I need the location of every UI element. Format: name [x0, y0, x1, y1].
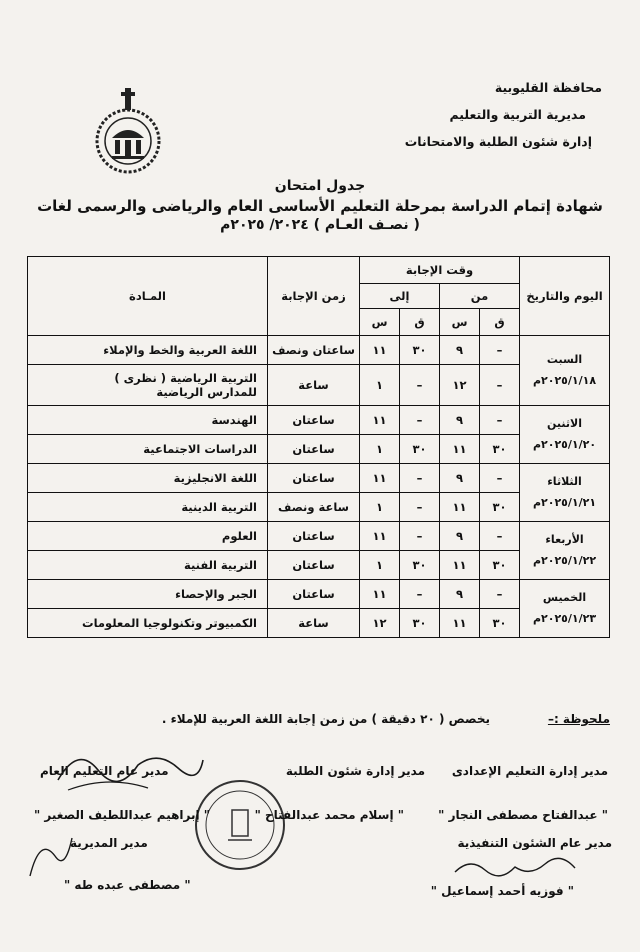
general-education-manager-title: مدير عام التعليم العام [40, 764, 169, 778]
to-hour: ١١ [360, 336, 400, 365]
from-hour: ١١ [440, 435, 480, 464]
day-name: السبت [546, 352, 583, 366]
exam-schedule-table [27, 256, 610, 638]
from-minute: – [480, 336, 520, 365]
to-hour: ١ [360, 365, 400, 406]
document-title [0, 178, 640, 233]
day-date: ٢٠٢٥/١/٢١م [532, 495, 597, 509]
day-cell [520, 580, 610, 638]
to-minute: ٣٠ [400, 435, 440, 464]
handwritten-signature-icon [48, 740, 208, 800]
from-hour: ٩ [440, 406, 480, 435]
to-minute: – [400, 464, 440, 493]
day-name: الخميس [542, 590, 587, 604]
day-date: ٢٠٢٥/١/١٨م [532, 373, 597, 387]
to-hour: ١٢ [360, 609, 400, 638]
to-minute: – [400, 522, 440, 551]
duration: ساعتان ونصف [268, 336, 360, 365]
from-minute: ٣٠ [480, 493, 520, 522]
subject: اللغة الانجليزية [28, 464, 268, 493]
table-row [28, 406, 610, 435]
title-line-3: ( نصـف العـام ) ٢٠٢٤/ ٢٠٢٥م [220, 217, 420, 233]
subject: الكمبيوتر وتكنولوجيا المعلومات [28, 609, 268, 638]
directorate-label: مديرية التربية والتعليم [449, 107, 586, 122]
subject-line-2: للمدارس الرياضية [156, 385, 257, 399]
from-minute: – [480, 365, 520, 406]
department-label: إدارة شئون الطلبة والامتحانات [404, 134, 592, 149]
to-hour: ١١ [360, 522, 400, 551]
header-day-date: اليوم والتاريخ [520, 257, 610, 336]
header-to-hour: س [360, 309, 400, 336]
header-to-minute: ق [400, 309, 440, 336]
day-cell [520, 522, 610, 580]
from-hour: ١١ [440, 609, 480, 638]
from-minute: – [480, 580, 520, 609]
note-text: يخصص ( ٢٠ دقيقة ) من زمن إجابة اللغة العربية للإملاء . [161, 712, 490, 726]
handwritten-signature-icon [450, 852, 580, 882]
day-name: الاثنين [547, 416, 582, 430]
day-name: الأربعاء [545, 532, 584, 546]
ministry-emblem-icon [88, 86, 168, 176]
subject: التربية الفنية [28, 551, 268, 580]
subject-line-1: التربية الرياضية ( نظرى ) [114, 371, 257, 385]
table-row [28, 336, 610, 365]
duration: ساعتان [268, 464, 360, 493]
executive-affairs-manager-name: " فوزيه أحمد إسماعيل " [430, 884, 574, 898]
to-minute: – [400, 493, 440, 522]
header-from-minute: ق [480, 309, 520, 336]
from-hour: ٩ [440, 580, 480, 609]
from-hour: ١١ [440, 493, 480, 522]
title-line-1: جدول امتحان [274, 178, 366, 194]
official-stamp-icon [190, 770, 290, 880]
to-minute: – [400, 406, 440, 435]
to-minute: – [400, 365, 440, 406]
from-hour: ٩ [440, 522, 480, 551]
table-row [28, 580, 610, 609]
from-minute: ٣٠ [480, 551, 520, 580]
from-hour: ١١ [440, 551, 480, 580]
to-hour: ١١ [360, 464, 400, 493]
governorate-label: محافظة القليوبية [494, 80, 602, 95]
directorate-manager-title: مدير المديرية [70, 836, 148, 850]
header-from: من [440, 284, 520, 309]
schedule-body [28, 336, 610, 638]
handwritten-signature-icon [20, 826, 80, 886]
from-minute: ٣٠ [480, 609, 520, 638]
header-from-hour: س [440, 309, 480, 336]
subject: الجبر والإحصاء [28, 580, 268, 609]
from-minute: – [480, 406, 520, 435]
general-education-manager-name: " إبراهيم عبداللطيف الصغير " [34, 808, 211, 822]
from-minute: – [480, 522, 520, 551]
from-hour: ٩ [440, 464, 480, 493]
day-date: ٢٠٢٥/١/٢٠م [532, 437, 597, 451]
day-date: ٢٠٢٥/١/٢٢م [532, 553, 597, 567]
to-hour: ١١ [360, 406, 400, 435]
from-minute: ٣٠ [480, 435, 520, 464]
header-duration: زمن الإجابة [268, 257, 360, 336]
subject: الدراسات الاجتماعية [28, 435, 268, 464]
duration: ساعتان [268, 435, 360, 464]
header-to: إلى [360, 284, 440, 309]
header-answer-time: وقت الإجابة [360, 257, 520, 284]
official-header [405, 80, 602, 161]
duration: ساعتان [268, 406, 360, 435]
duration: ساعتان [268, 580, 360, 609]
to-minute: ٣٠ [400, 609, 440, 638]
to-minute: ٣٠ [400, 336, 440, 365]
subject: العلوم [28, 522, 268, 551]
subject [28, 365, 268, 406]
table-row [28, 464, 610, 493]
day-name: الثلاثاء [547, 474, 582, 488]
duration: ساعتان [268, 522, 360, 551]
student-affairs-manager-name: " إسلام محمد عبدالفتاح " [254, 808, 404, 822]
header-subject: المـادة [28, 257, 268, 336]
day-cell [520, 464, 610, 522]
subject: اللغة العربية والخط والإملاء [28, 336, 268, 365]
student-affairs-manager-title: مدير إدارة شئون الطلبة [285, 764, 425, 778]
to-minute: ٣٠ [400, 551, 440, 580]
from-hour: ٩ [440, 336, 480, 365]
to-hour: ١ [360, 551, 400, 580]
executive-affairs-manager-title: مدير عام الشئون التنفيذية [457, 836, 612, 850]
subject: الهندسة [28, 406, 268, 435]
table-row [28, 522, 610, 551]
to-hour: ١١ [360, 580, 400, 609]
prep-education-manager-name: " عبدالفتاح مصطفى النجار " [438, 808, 608, 822]
note-label: ملحوظة :– [547, 712, 610, 726]
to-hour: ١ [360, 435, 400, 464]
to-minute: – [400, 580, 440, 609]
duration: ساعتان [268, 551, 360, 580]
day-date: ٢٠٢٥/١/٢٣م [532, 611, 597, 625]
prep-education-manager-title: مدير إدارة التعليم الإعدادى [451, 764, 608, 778]
directorate-manager-name: " مصطفى عبده طه " [64, 878, 191, 892]
title-line-2: شهادة إتمام الدراسة بمرحلة التعليم الأساسى العام والرياضى والرسمى لغات [37, 197, 603, 215]
to-hour: ١ [360, 493, 400, 522]
from-hour: ١٢ [440, 365, 480, 406]
day-cell [520, 406, 610, 464]
subject: التربية الدينية [28, 493, 268, 522]
duration: ساعة [268, 365, 360, 406]
day-cell [520, 336, 610, 406]
from-minute: – [480, 464, 520, 493]
duration: ساعة ونصف [268, 493, 360, 522]
duration: ساعة [268, 609, 360, 638]
